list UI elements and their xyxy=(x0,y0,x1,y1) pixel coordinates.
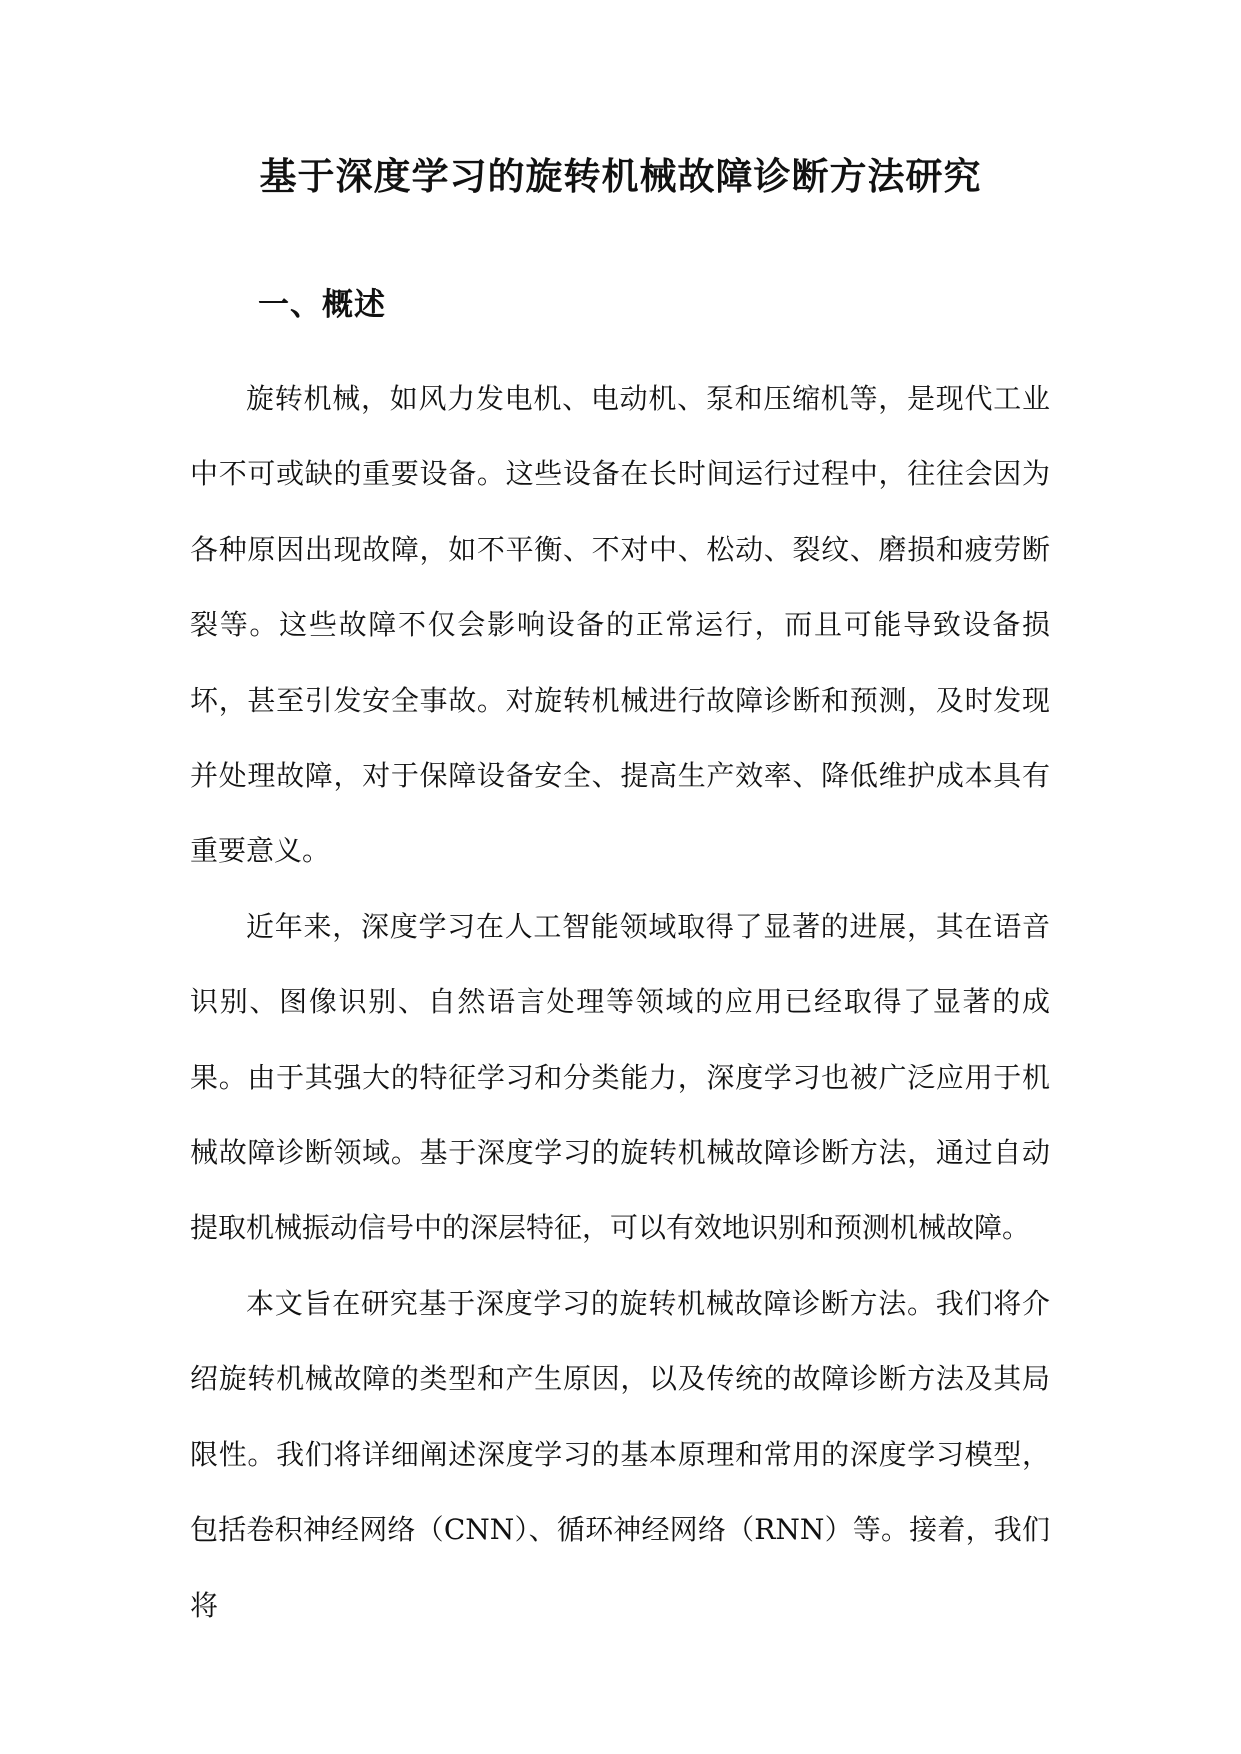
paragraph-3: 本文旨在研究基于深度学习的旋转机械故障诊断方法。我们将介绍旋转机械故障的类型和产生原因，以及传统的故障诊断方法及其局限性。我们将详细阐述深度学习的基本原理和常用的深度学习模型，包括卷积神经网络（CNN）、循环神经网络（RNN）等。接着，我们将 xyxy=(190,1286,1050,1622)
paragraph-1: 旋转机械，如风力发电机、电动机、泵和压缩机等，是现代工业中不可或缺的重要设备。这些设备在长时间运行过程中，往往会因为各种原因出现故障，如不平衡、不对中、松动、裂纹、磨损和疲劳断裂等。这些故障不仅会影响设备的正常运行，而且可能导致设备损坏，甚至引发安全事故。对旋转机械进行故障诊断和预测，及时发现并处理故障，对于保障设备安全、提高生产效率、降低维护成本具有重要意义。 xyxy=(190,382,1050,868)
document-title: 基于深度学习的旋转机械故障诊断方法研究 xyxy=(259,154,982,198)
body-text xyxy=(190,361,1050,1643)
section-heading: 一、概述 xyxy=(258,287,386,323)
paragraph-2: 近年来，深度学习在人工智能领域取得了显著的进展，其在语音识别、图像识别、自然语言处理等领域的应用已经取得了显著的成果。由于其强大的特征学习和分类能力，深度学习也被广泛应用于机械故障诊断领域。基于深度学习的旋转机械故障诊断方法，通过自动提取机械振动信号中的深层特征，可以有效地识别和预测机械故障。 xyxy=(190,909,1050,1245)
